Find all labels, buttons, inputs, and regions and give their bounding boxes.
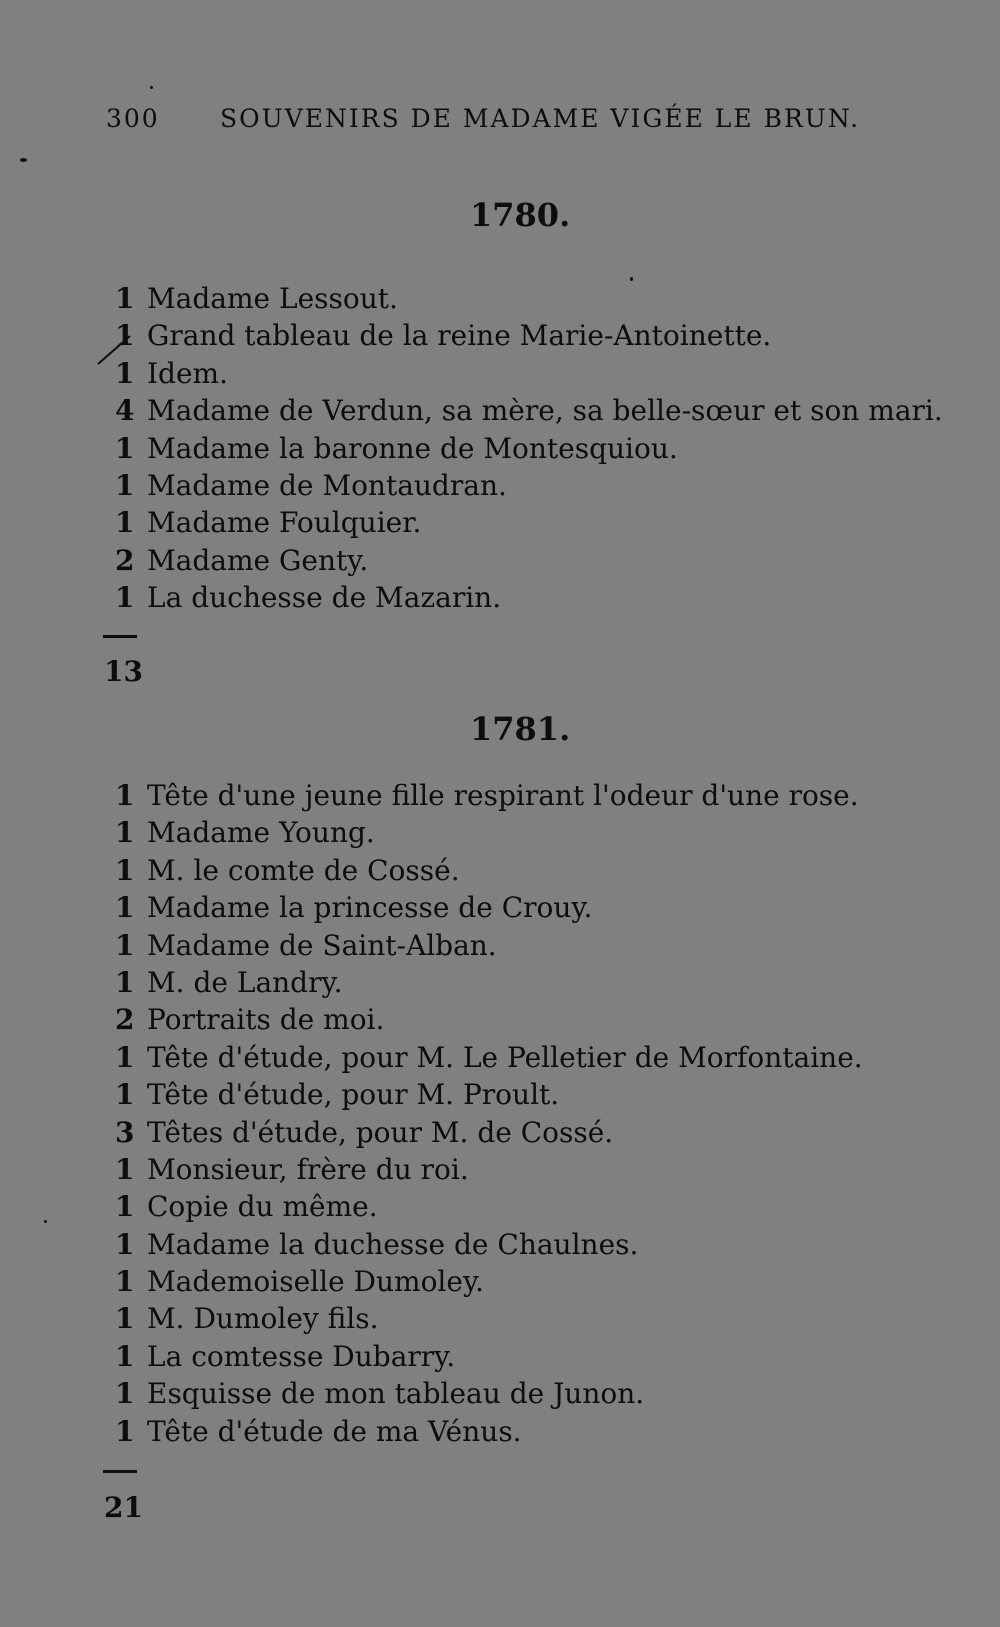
entry-title: Madame de Verdun, sa mère, sa belle-sœur et son mari. <box>147 394 943 428</box>
list-item <box>115 430 943 467</box>
list-item <box>115 1151 863 1188</box>
entry-title: M. Dumoley fils. <box>147 1302 379 1336</box>
section-year-1780: 1780. <box>470 196 571 234</box>
entry-title: Portraits de moi. <box>147 1003 385 1037</box>
entry-title: Mademoiselle Dumoley. <box>147 1265 484 1299</box>
scan-speck <box>150 86 153 89</box>
list-item <box>115 392 943 429</box>
entry-count: 1 <box>115 282 135 315</box>
entry-title: Tête d'une jeune fille respirant l'odeur d'une rose. <box>147 779 859 812</box>
entry-count: 1 <box>115 891 135 925</box>
entry-count: 1 <box>115 1302 135 1336</box>
scan-speck <box>630 277 633 281</box>
list-item <box>115 579 943 616</box>
entry-title: La duchesse de Mazarin. <box>147 581 502 615</box>
entry-count: 1 <box>115 816 135 850</box>
list-item <box>115 467 943 504</box>
entry-count: 1 <box>115 853 135 887</box>
entry-title: M. le comte de Cossé. <box>147 853 460 887</box>
entry-count: 1 <box>115 1040 135 1074</box>
entry-count: 1 <box>115 468 135 502</box>
entry-title: Tête d'étude, pour M. Le Pelletier de Morfontaine. <box>147 1040 863 1074</box>
entry-title: Madame de Montaudran. <box>147 468 507 502</box>
list-item <box>115 504 943 541</box>
entry-count: 1 <box>115 319 135 353</box>
section-total: 13 <box>104 655 143 688</box>
total-rule <box>103 1470 137 1473</box>
list-item <box>115 927 863 964</box>
entry-title: Madame la duchesse de Chaulnes. <box>147 1227 639 1261</box>
running-title: SOUVENIRS DE MADAME VIGÉE LE BRUN. <box>220 104 861 133</box>
section-year-1781: 1781. <box>470 710 571 748</box>
entry-count: 1 <box>115 356 135 390</box>
entry-title: Madame la princesse de Crouy. <box>147 891 593 925</box>
entry-title: Madame Foulquier. <box>147 506 422 540</box>
page-header <box>106 104 861 144</box>
list-item <box>115 1188 863 1225</box>
entry-count: 1 <box>115 928 135 962</box>
entry-title: Têtes d'étude, pour M. de Cossé. <box>147 1115 614 1149</box>
scan-speck <box>44 1220 47 1223</box>
entry-count: 1 <box>115 1414 135 1448</box>
entry-title: Tête d'étude, pour M. Proult. <box>147 1078 560 1112</box>
entry-title: Madame Genty. <box>147 543 369 577</box>
entry-count: 1 <box>115 965 135 999</box>
entry-count: 1 <box>115 1078 135 1112</box>
entry-title: Esquisse de mon tableau de Junon. <box>147 1377 645 1411</box>
entry-count: 3 <box>115 1115 135 1149</box>
entry-count: 1 <box>115 1227 135 1261</box>
list-item <box>115 777 863 814</box>
entry-title: Monsieur, frère du roi. <box>147 1152 469 1186</box>
entry-title: Madame de Saint-Alban. <box>147 928 497 962</box>
entry-count: 1 <box>115 1190 135 1224</box>
entry-title: Idem. <box>147 356 229 390</box>
entry-title: Copie du même. <box>147 1190 378 1224</box>
entry-title: Madame Lessout. <box>147 282 398 315</box>
entry-title: Grand tableau de la reine Marie-Antoinette. <box>147 319 772 353</box>
list-item <box>115 542 943 579</box>
entry-count: 1 <box>115 506 135 540</box>
entry-title: M. de Landry. <box>147 965 343 999</box>
list-item <box>115 1300 863 1337</box>
list-item <box>115 355 943 392</box>
list-item <box>115 1375 863 1412</box>
entry-list-1781 <box>115 777 863 1450</box>
page-number: 300 <box>106 104 160 133</box>
list-item <box>115 1076 863 1113</box>
list-item <box>115 317 943 354</box>
entry-count: 1 <box>115 1339 135 1373</box>
list-item <box>115 1338 863 1375</box>
list-item <box>115 1226 863 1263</box>
list-item <box>115 814 863 851</box>
entry-count: 4 <box>115 394 135 428</box>
list-item <box>115 280 943 317</box>
list-item <box>115 889 863 926</box>
entry-count: 1 <box>115 581 135 615</box>
list-item <box>115 1263 863 1300</box>
entry-count: 2 <box>115 1003 135 1037</box>
entry-title: Madame la baronne de Montesquiou. <box>147 431 678 465</box>
scan-speck <box>20 158 27 162</box>
list-item <box>115 1413 863 1450</box>
list-item <box>115 1114 863 1151</box>
entry-list-1780 <box>115 280 943 617</box>
entry-count: 1 <box>115 1377 135 1411</box>
entry-count: 1 <box>115 1152 135 1186</box>
entry-title: Tête d'étude de ma Vénus. <box>147 1414 522 1448</box>
total-rule <box>103 635 137 638</box>
list-item <box>115 1039 863 1076</box>
entry-count: 1 <box>115 431 135 465</box>
entry-count: 2 <box>115 543 135 577</box>
entry-title: Madame Young. <box>147 816 375 850</box>
section-total: 21 <box>104 1491 143 1524</box>
list-item <box>115 964 863 1001</box>
entry-count: 1 <box>115 779 135 812</box>
list-item <box>115 1001 863 1038</box>
entry-title: La comtesse Dubarry. <box>147 1339 456 1373</box>
entry-count: 1 <box>115 1265 135 1299</box>
list-item <box>115 852 863 889</box>
